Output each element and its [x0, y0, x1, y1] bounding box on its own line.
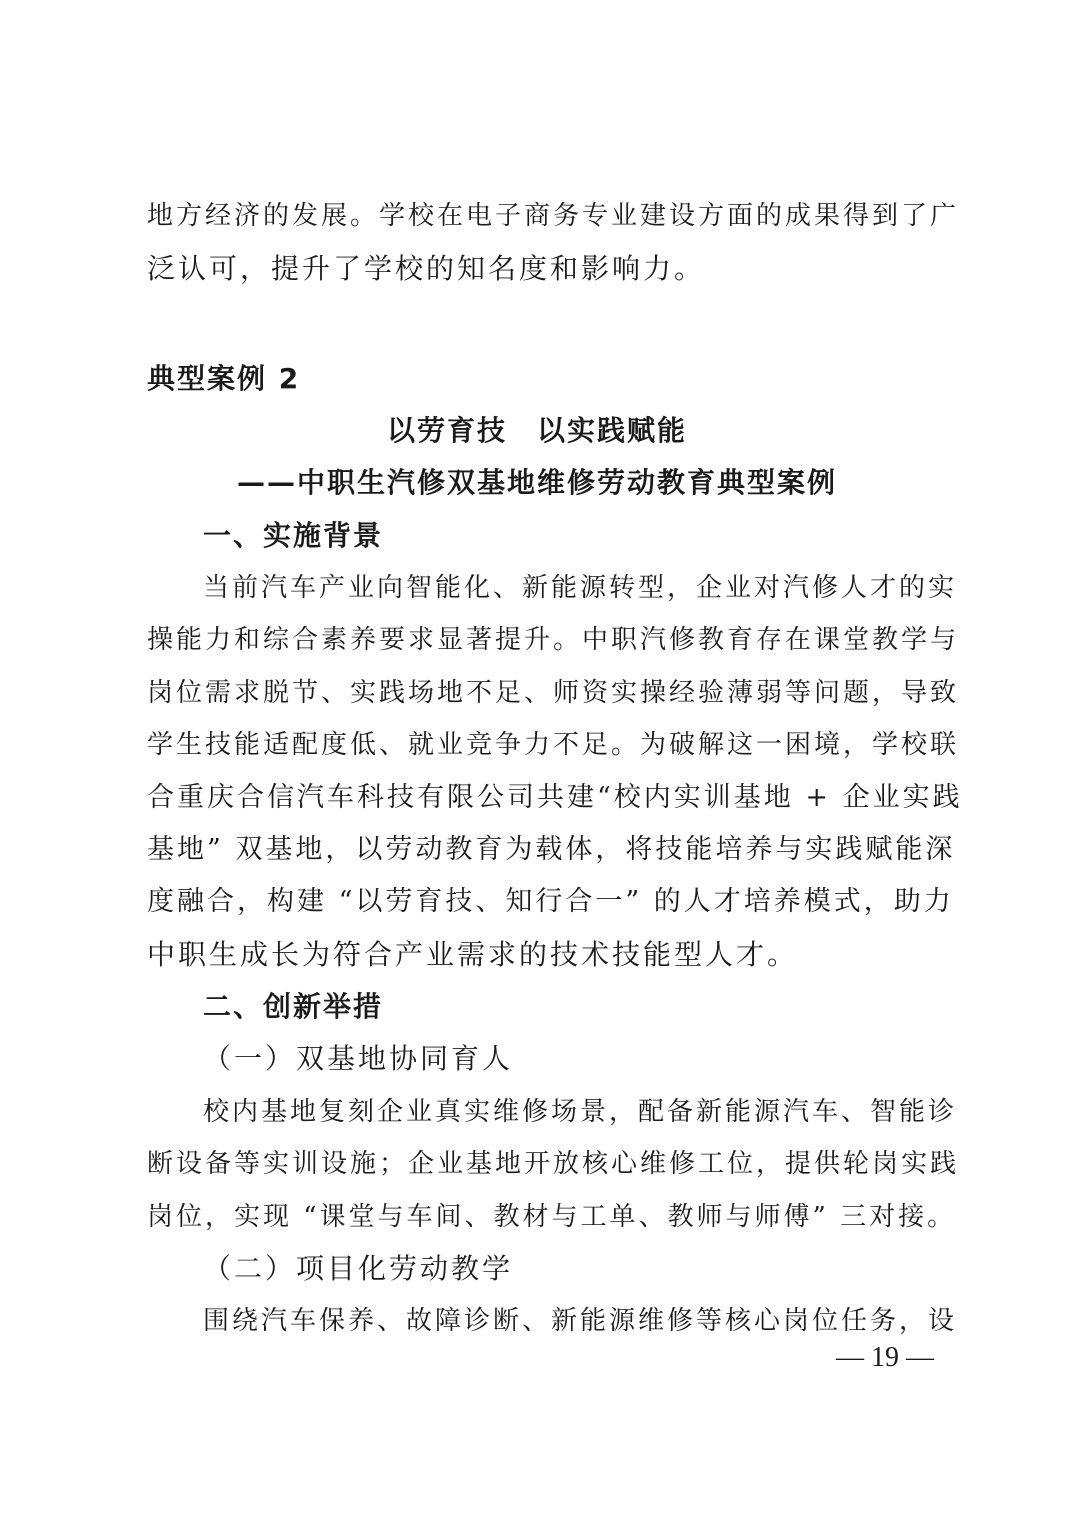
paragraph-line: 操能力和综合素养要求显著提升。中职汽修教育存在课堂教学与 — [147, 625, 960, 655]
paragraph-line: 地方经济的发展。学校在电子商务专业建设方面的成果得到了广 — [147, 201, 960, 231]
paragraph-line: 校内基地复刻企业真实维修场景，配备新能源汽车、智能诊 — [203, 1097, 958, 1127]
subsection-heading: （一）双基地协同育人 — [203, 1042, 514, 1075]
paragraph-line: 断设备等实训设施；企业基地开放核心维修工位，提供轮岗实践 — [147, 1149, 960, 1179]
paragraph-line: 学生技能适配度低、就业竞争力不足。为破解这一困境，学校联 — [147, 730, 960, 760]
paragraph-line: 合重庆合信汽车科技有限公司共建“校内实训基地 + 企业实践 — [147, 782, 963, 813]
paragraph-line: 基地” 双基地，以劳动教育为载体，将技能培养与实践赋能深 — [147, 834, 956, 865]
paragraph-line: 当前汽车产业向智能化、新能源转型，企业对汽修人才的实 — [203, 573, 958, 603]
paragraph-line: 度融合，构建 “以劳育技、知行合一” 的人才培养模式，助力 — [147, 886, 954, 917]
section-heading: 二、创新举措 — [203, 990, 384, 1023]
section-heading: 一、实施背景 — [203, 519, 384, 552]
paragraph-line: 中职生成长为符合产业需求的技术技能型人才。 — [147, 938, 799, 971]
case-label: 典型案例 2 — [147, 362, 301, 395]
paragraph-line: 岗位，实现 “课堂与车间、教材与工单、教师与师傅” 三对接。 — [147, 1202, 957, 1232]
case-title: 以劳育技 以实践赋能 — [386, 414, 687, 447]
paragraph-line: 泛认可，提升了学校的知名度和影响力。 — [147, 252, 706, 285]
subsection-heading: （二）项目化劳动教学 — [203, 1252, 514, 1285]
paragraph-line: 围绕汽车保养、故障诊断、新能源维修等核心岗位任务，设 — [203, 1306, 958, 1336]
page-number: — 19 — — [836, 1342, 934, 1373]
paragraph-line: 岗位需求脱节、实践场地不足、师资实操经验薄弱等问题，导致 — [147, 678, 960, 708]
case-subtitle: ——中职生汽修双基地维修劳动教育典型案例 — [236, 466, 837, 499]
